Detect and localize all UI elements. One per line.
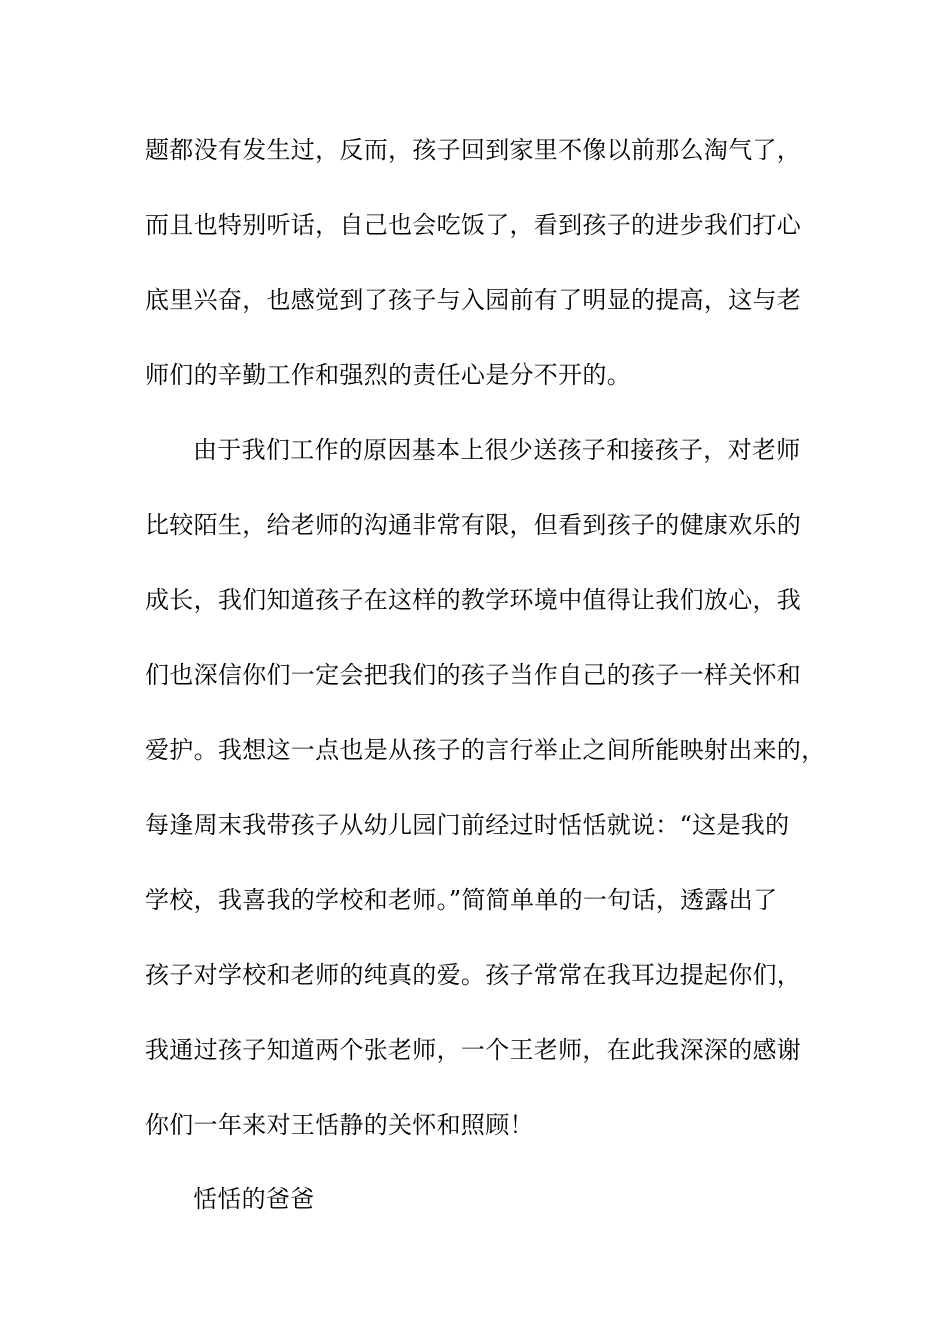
paragraph-line-12: 孩子对学校和老师的纯真的爱。孩子常常在我耳边提起你们， bbox=[145, 961, 802, 989]
signature: 恬恬的爸爸 bbox=[193, 1185, 315, 1213]
paragraph-line-5: 由于我们工作的原因基本上很少送孩子和接孩子，对老师 bbox=[193, 436, 801, 464]
paragraph-line-10: 每逢周末我带孩子从幼儿园门前经过时恬恬就说：“这是我的 bbox=[145, 811, 790, 839]
paragraph-line-4: 师们的辛勤工作和强烈的责任心是分不开的。 bbox=[145, 361, 631, 389]
paragraph-line-3: 底里兴奋，也感觉到了孩子与入园前有了明显的提高，这与老 bbox=[145, 286, 802, 314]
paragraph-line-7: 成长，我们知道孩子在这样的教学环境中值得让我们放心，我 bbox=[145, 586, 802, 614]
paragraph-line-13: 我通过孩子知道两个张老师，一个王老师，在此我深深的感谢 bbox=[145, 1036, 802, 1064]
paragraph-line-8: 们也深信你们一定会把我们的孩子当作自己的孩子一样关怀和 bbox=[145, 661, 802, 689]
paragraph-line-11: 学校，我喜我的学校和老师。”简简单单的一句话，透露出了 bbox=[145, 886, 778, 914]
paragraph-line-14: 你们一年来对王恬静的关怀和照顾！ bbox=[145, 1111, 534, 1139]
paragraph-line-2: 而且也特别听话，自己也会吃饭了，看到孩子的进步我们打心 bbox=[145, 211, 802, 239]
paragraph-line-9: 爱护。我想这一点也是从孩子的言行举止之间所能映射出来的， bbox=[145, 736, 826, 764]
paragraph-line-6: 比较陌生，给老师的沟通非常有限，但看到孩子的健康欢乐的 bbox=[145, 511, 802, 539]
paragraph-line-1: 题都没有发生过，反而，孩子回到家里不像以前那么淘气了， bbox=[145, 136, 802, 164]
